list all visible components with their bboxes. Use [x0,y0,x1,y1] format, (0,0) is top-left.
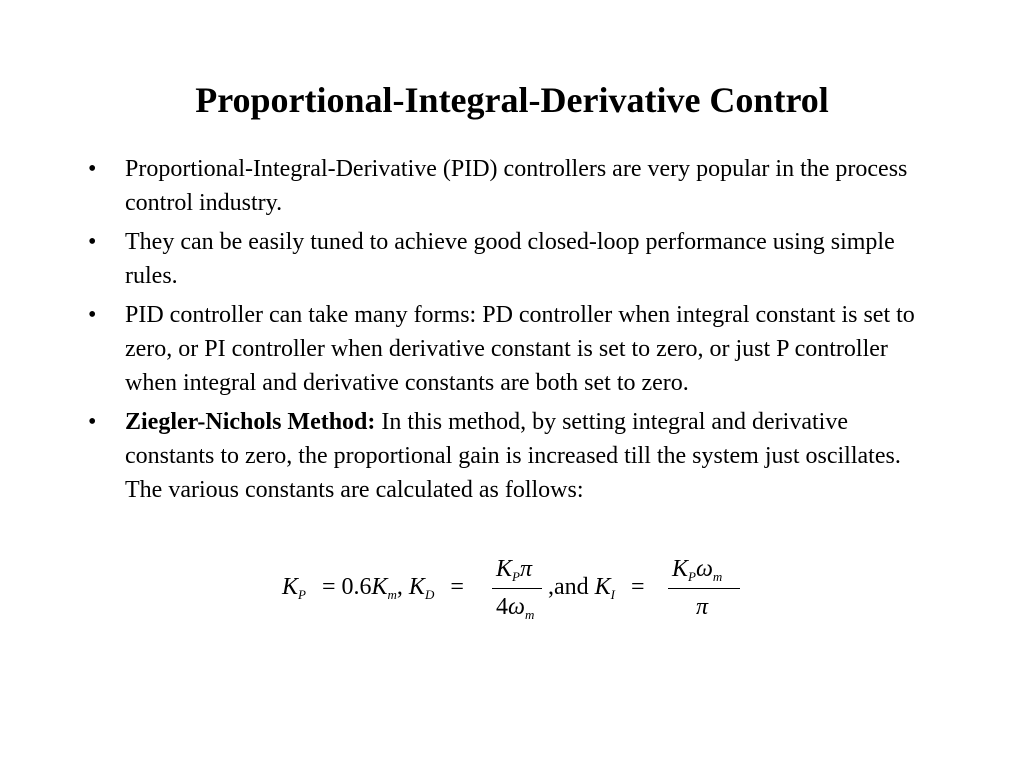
bullet-item [88,225,938,293]
bullet-dot: • [88,156,97,182]
ki-numerator [672,556,722,583]
kp-symbol: K [282,574,299,600]
ki-denominator [696,594,708,621]
slide-title: Proportional-Integral-Derivative Control [195,80,829,120]
kd-num-k: K [496,556,513,582]
bullet-list [88,152,938,512]
kd-den-coefficient: 4 [496,594,508,620]
bullet-text: In this method, by setting integral and derivative constants to zero, the proportional gain is increased till the system just oscillates. The various constants are calculated as follows: [125,409,901,503]
omega-symbol: ω [695,556,713,582]
and-text: and [554,574,589,600]
bullet-text: Proportional-Integral-Derivative (PID) controllers are very popular in the process control industry. [125,156,908,216]
bullet-text: They can be easily tuned to achieve good closed-loop performance using simple rules. [125,229,895,289]
ki-num-k: K [672,556,689,582]
kd-symbol: K [408,574,425,600]
kd-den-subscript: m [524,607,535,622]
bullet-item [88,152,938,220]
kp-coefficient: 0.6 [341,574,372,600]
kp-subscript: P [298,587,306,602]
kd-num-subscript: P [512,569,520,584]
pi-symbol: π [519,556,532,582]
ki-subscript: I [610,587,616,602]
km-symbol: K [371,574,388,600]
kd-subscript: D [424,587,435,602]
formula-ki-line [548,574,645,601]
bullet-item [88,298,938,400]
equals-sign: = [450,574,464,600]
ki-fraction-bar [668,588,740,589]
bullet-dot: • [88,409,97,435]
kd-fraction-bar [492,588,542,589]
km-subscript: m [387,587,397,602]
equals-sign: = [321,574,336,600]
formula-kp-line [282,574,464,601]
bullet-item [88,405,938,507]
ki-symbol: K [594,574,611,600]
comma: , [396,574,403,600]
equals-sign: = [631,574,645,600]
omega-symbol: ω [508,594,525,620]
bullet-text: PID controller can take many forms: PD controller when integral constant is set to zero, or PI controller when derivative constant is set to zero, or just P controller when integral and derivative constants are both set to zero. [125,302,915,396]
bullet-dot: • [88,229,97,255]
bullet-bold-lead: Ziegler-Nichols Method: [125,409,376,435]
bullet-dot: • [88,302,97,328]
kd-denominator [496,594,534,621]
ki-num-subscript: P [688,569,696,584]
kd-numerator [496,556,532,583]
comma: , [548,574,554,600]
ki-num-omega-subscript: m [712,569,723,584]
pi-symbol: π [696,594,709,620]
